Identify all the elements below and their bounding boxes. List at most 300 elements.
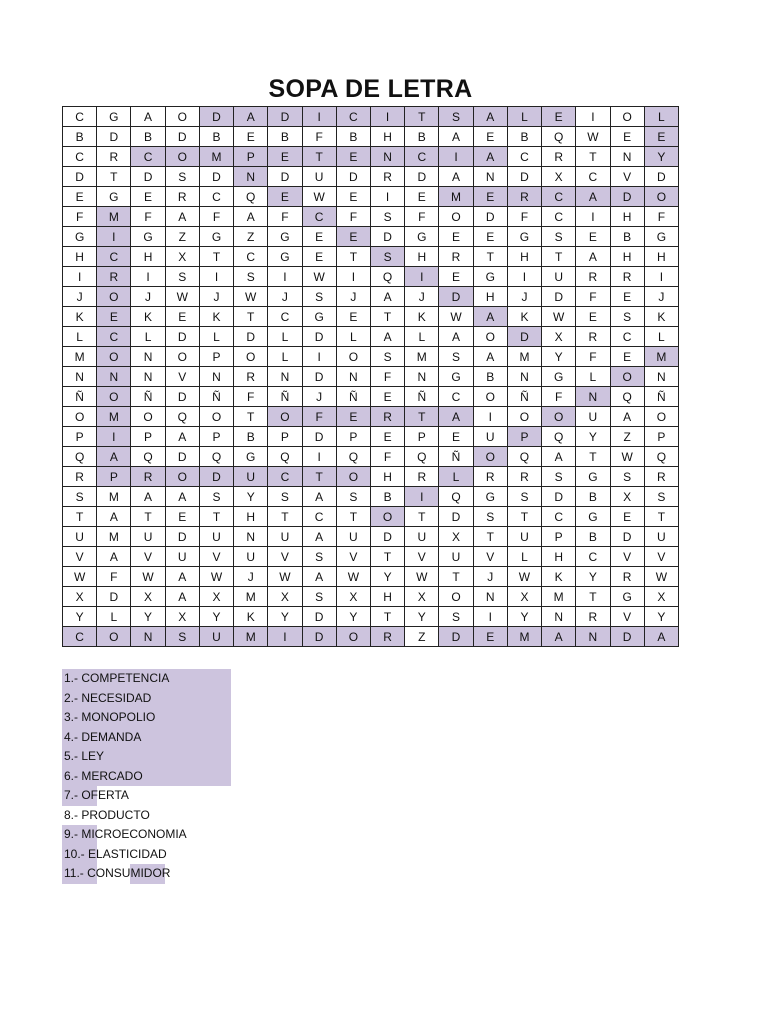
grid-cell: L: [131, 327, 165, 347]
grid-cell: S: [268, 487, 302, 507]
grid-cell: D: [302, 427, 336, 447]
word-list-label: 8.- PRODUCTO: [64, 807, 150, 822]
grid-cell: K: [507, 307, 541, 327]
grid-cell: Q: [336, 447, 370, 467]
grid-cell: F: [234, 387, 268, 407]
grid-cell: J: [268, 287, 302, 307]
grid-cell: Ñ: [63, 387, 97, 407]
grid-cell: T: [302, 467, 336, 487]
grid-cell: N: [473, 587, 507, 607]
grid-cell: T: [97, 167, 131, 187]
grid-cell: D: [439, 287, 473, 307]
grid-cell: I: [302, 107, 336, 127]
grid-cell: L: [507, 107, 541, 127]
grid-cell: E: [439, 427, 473, 447]
grid-row: [63, 387, 679, 407]
grid-cell: W: [234, 287, 268, 307]
grid-cell: D: [336, 167, 370, 187]
grid-cell: X: [268, 587, 302, 607]
grid-cell: K: [644, 307, 678, 327]
grid-cell: A: [370, 287, 404, 307]
grid-cell: J: [199, 287, 233, 307]
grid-cell: N: [199, 367, 233, 387]
grid-cell: V: [644, 547, 678, 567]
grid-row: [63, 407, 679, 427]
word-list-item: [62, 806, 231, 826]
grid-cell: I: [302, 447, 336, 467]
grid-cell: R: [576, 327, 610, 347]
grid-cell: H: [507, 247, 541, 267]
grid-cell: E: [576, 307, 610, 327]
grid-cell: Q: [268, 447, 302, 467]
grid-cell: G: [507, 227, 541, 247]
grid-row: [63, 627, 679, 647]
word-list: [62, 669, 231, 884]
grid-cell: X: [405, 587, 439, 607]
grid-cell: R: [370, 627, 404, 647]
grid-cell: M: [439, 187, 473, 207]
grid-cell: C: [542, 207, 576, 227]
grid-cell: H: [610, 247, 644, 267]
grid-cell: T: [234, 407, 268, 427]
grid-cell: B: [370, 487, 404, 507]
grid-cell: W: [302, 187, 336, 207]
grid-cell: O: [165, 467, 199, 487]
grid-cell: O: [97, 287, 131, 307]
grid-cell: T: [473, 247, 507, 267]
grid-cell: Q: [507, 447, 541, 467]
grid-cell: Y: [370, 567, 404, 587]
grid-row: [63, 307, 679, 327]
grid-cell: J: [336, 287, 370, 307]
grid-cell: O: [370, 507, 404, 527]
grid-cell: E: [336, 147, 370, 167]
grid-cell: I: [576, 207, 610, 227]
grid-cell: N: [610, 147, 644, 167]
grid-cell: T: [302, 147, 336, 167]
grid-cell: C: [97, 327, 131, 347]
grid-cell: L: [405, 327, 439, 347]
grid-cell: P: [405, 427, 439, 447]
grid-cell: D: [97, 587, 131, 607]
grid-cell: A: [610, 407, 644, 427]
grid-cell: I: [370, 187, 404, 207]
grid-cell: A: [302, 567, 336, 587]
grid-cell: N: [473, 167, 507, 187]
grid-cell: M: [97, 407, 131, 427]
word-list-item: [62, 825, 231, 845]
grid-cell: E: [302, 227, 336, 247]
grid-cell: W: [576, 127, 610, 147]
grid-cell: E: [268, 187, 302, 207]
grid-cell: Z: [405, 627, 439, 647]
grid-cell: T: [576, 447, 610, 467]
grid-cell: S: [63, 487, 97, 507]
grid-cell: L: [576, 367, 610, 387]
grid-cell: Ñ: [131, 387, 165, 407]
grid-cell: B: [473, 367, 507, 387]
grid-cell: I: [439, 147, 473, 167]
grid-cell: G: [542, 367, 576, 387]
grid-cell: R: [165, 187, 199, 207]
grid-cell: D: [131, 167, 165, 187]
grid-cell: M: [234, 587, 268, 607]
grid-cell: V: [610, 547, 644, 567]
grid-cell: O: [165, 107, 199, 127]
grid-cell: U: [473, 427, 507, 447]
grid-cell: Y: [576, 427, 610, 447]
grid-cell: O: [165, 147, 199, 167]
word-list-item: 6.- MERCADO: [62, 767, 231, 787]
grid-cell: V: [268, 547, 302, 567]
grid-cell: B: [576, 487, 610, 507]
grid-row: [63, 267, 679, 287]
grid-cell: C: [576, 547, 610, 567]
grid-cell: T: [405, 407, 439, 427]
grid-cell: T: [507, 507, 541, 527]
grid-cell: A: [439, 167, 473, 187]
grid-row: [63, 187, 679, 207]
grid-cell: K: [542, 567, 576, 587]
grid-cell: D: [63, 167, 97, 187]
grid-cell: E: [542, 107, 576, 127]
grid-row: [63, 447, 679, 467]
grid-cell: O: [439, 587, 473, 607]
grid-cell: J: [131, 287, 165, 307]
grid-cell: K: [405, 307, 439, 327]
word-list-item: 3.- MONOPOLIO: [62, 708, 231, 728]
word-list-label: 9.- MICROECONOMIA: [64, 827, 187, 841]
grid-cell: D: [507, 327, 541, 347]
grid-cell: C: [336, 107, 370, 127]
grid-cell: G: [63, 227, 97, 247]
grid-row: [63, 147, 679, 167]
grid-cell: R: [97, 267, 131, 287]
grid-cell: N: [405, 367, 439, 387]
grid-cell: F: [507, 207, 541, 227]
grid-cell: E: [439, 267, 473, 287]
grid-cell: M: [97, 207, 131, 227]
grid-cell: R: [542, 147, 576, 167]
grid-cell: O: [473, 387, 507, 407]
grid-cell: Ñ: [199, 387, 233, 407]
grid-cell: I: [63, 267, 97, 287]
grid-cell: F: [131, 207, 165, 227]
grid-row: [63, 287, 679, 307]
grid-cell: X: [336, 587, 370, 607]
grid-cell: Y: [234, 487, 268, 507]
grid-cell: I: [97, 227, 131, 247]
grid-cell: S: [542, 227, 576, 247]
grid-cell: O: [336, 627, 370, 647]
grid-cell: N: [542, 607, 576, 627]
grid-cell: L: [336, 327, 370, 347]
grid-cell: G: [439, 367, 473, 387]
grid-cell: S: [370, 347, 404, 367]
grid-cell: B: [199, 127, 233, 147]
grid-cell: H: [405, 247, 439, 267]
grid-cell: U: [268, 527, 302, 547]
grid-cell: U: [542, 267, 576, 287]
grid-cell: R: [405, 467, 439, 487]
grid-cell: P: [97, 467, 131, 487]
grid-cell: D: [165, 127, 199, 147]
grid-cell: F: [542, 387, 576, 407]
grid-cell: L: [199, 327, 233, 347]
grid-cell: Q: [439, 487, 473, 507]
grid-cell: R: [507, 467, 541, 487]
word-list-item: [62, 845, 231, 865]
grid-cell: T: [473, 527, 507, 547]
word-list-item: 5.- LEY: [62, 747, 231, 767]
word-list-item: 2.- NECESIDAD: [62, 689, 231, 709]
grid-cell: O: [199, 407, 233, 427]
grid-cell: K: [234, 607, 268, 627]
grid-cell: A: [542, 627, 576, 647]
grid-cell: T: [644, 507, 678, 527]
grid-cell: A: [370, 327, 404, 347]
grid-cell: A: [439, 327, 473, 347]
grid-cell: D: [165, 387, 199, 407]
grid-cell: C: [542, 507, 576, 527]
grid-cell: D: [507, 167, 541, 187]
grid-cell: T: [336, 247, 370, 267]
grid-cell: G: [268, 227, 302, 247]
grid-cell: N: [336, 367, 370, 387]
grid-cell: X: [542, 327, 576, 347]
grid-cell: X: [165, 607, 199, 627]
grid-cell: G: [576, 507, 610, 527]
grid-cell: R: [473, 467, 507, 487]
grid-cell: F: [370, 367, 404, 387]
grid-cell: S: [165, 627, 199, 647]
grid-cell: E: [405, 187, 439, 207]
grid-cell: D: [268, 167, 302, 187]
grid-cell: Y: [268, 607, 302, 627]
grid-cell: F: [370, 447, 404, 467]
grid-cell: W: [405, 567, 439, 587]
grid-cell: N: [507, 367, 541, 387]
grid-cell: C: [63, 147, 97, 167]
grid-cell: N: [131, 627, 165, 647]
grid-cell: D: [473, 207, 507, 227]
grid-cell: W: [199, 567, 233, 587]
grid-cell: S: [302, 587, 336, 607]
grid-cell: A: [165, 427, 199, 447]
grid-cell: C: [302, 207, 336, 227]
grid-cell: U: [131, 527, 165, 547]
grid-cell: W: [336, 567, 370, 587]
word-list-item: 1.- COMPETENCIA: [62, 669, 231, 689]
grid-row: [63, 167, 679, 187]
grid-cell: G: [97, 187, 131, 207]
grid-cell: A: [234, 107, 268, 127]
grid-row: [63, 247, 679, 267]
grid-cell: E: [336, 227, 370, 247]
grid-cell: Q: [405, 447, 439, 467]
grid-cell: J: [405, 287, 439, 307]
grid-cell: M: [644, 347, 678, 367]
grid-cell: X: [507, 587, 541, 607]
grid-cell: H: [370, 587, 404, 607]
grid-cell: I: [268, 627, 302, 647]
grid-cell: A: [439, 127, 473, 147]
grid-cell: I: [473, 407, 507, 427]
grid-cell: U: [439, 547, 473, 567]
grid-cell: B: [234, 427, 268, 447]
grid-cell: M: [507, 627, 541, 647]
grid-cell: G: [405, 227, 439, 247]
grid-cell: N: [576, 627, 610, 647]
grid-cell: O: [610, 107, 644, 127]
grid-cell: F: [644, 207, 678, 227]
grid-cell: R: [610, 567, 644, 587]
grid-cell: G: [473, 267, 507, 287]
grid-cell: E: [165, 507, 199, 527]
grid-cell: S: [370, 247, 404, 267]
grid-row: [63, 207, 679, 227]
grid-cell: J: [63, 287, 97, 307]
grid-cell: T: [370, 307, 404, 327]
grid-cell: W: [542, 307, 576, 327]
grid-cell: P: [131, 427, 165, 447]
grid-cell: W: [302, 267, 336, 287]
grid-cell: F: [97, 567, 131, 587]
grid-cell: E: [97, 307, 131, 327]
grid-cell: S: [644, 487, 678, 507]
grid-cell: M: [63, 347, 97, 367]
grid-cell: H: [63, 247, 97, 267]
grid-cell: D: [268, 107, 302, 127]
word-list-label: 7.- OFERTA: [64, 788, 129, 802]
grid-cell: E: [336, 407, 370, 427]
grid-cell: Y: [542, 347, 576, 367]
grid-cell: X: [610, 487, 644, 507]
grid-cell: S: [542, 467, 576, 487]
grid-cell: V: [336, 547, 370, 567]
grid-cell: U: [405, 527, 439, 547]
grid-cell: R: [610, 267, 644, 287]
grid-cell: A: [165, 207, 199, 227]
grid-cell: Y: [131, 607, 165, 627]
grid-cell: L: [268, 347, 302, 367]
grid-cell: A: [542, 447, 576, 467]
grid-row: [63, 367, 679, 387]
grid-row: [63, 327, 679, 347]
grid-cell: F: [336, 207, 370, 227]
grid-cell: U: [644, 527, 678, 547]
grid-cell: G: [610, 587, 644, 607]
grid-cell: A: [473, 147, 507, 167]
grid-cell: D: [302, 627, 336, 647]
grid-cell: E: [370, 387, 404, 407]
grid-cell: A: [97, 507, 131, 527]
grid-cell: D: [199, 467, 233, 487]
grid-cell: Q: [644, 447, 678, 467]
grid-cell: Z: [165, 227, 199, 247]
grid-cell: D: [165, 327, 199, 347]
grid-cell: R: [63, 467, 97, 487]
grid-cell: A: [473, 107, 507, 127]
grid-cell: O: [542, 407, 576, 427]
grid-cell: E: [439, 227, 473, 247]
grid-cell: B: [405, 127, 439, 147]
grid-cell: Ñ: [507, 387, 541, 407]
grid-cell: A: [439, 407, 473, 427]
grid-cell: O: [336, 347, 370, 367]
grid-cell: H: [370, 467, 404, 487]
grid-cell: T: [199, 507, 233, 527]
grid-cell: Z: [610, 427, 644, 447]
grid-cell: G: [268, 247, 302, 267]
grid-cell: D: [234, 327, 268, 347]
grid-cell: J: [234, 567, 268, 587]
grid-cell: I: [268, 267, 302, 287]
grid-cell: B: [336, 127, 370, 147]
grid-cell: D: [199, 107, 233, 127]
grid-cell: U: [199, 627, 233, 647]
grid-cell: B: [576, 527, 610, 547]
grid-cell: S: [610, 467, 644, 487]
grid-cell: Q: [199, 447, 233, 467]
grid-cell: T: [131, 507, 165, 527]
grid-cell: W: [610, 447, 644, 467]
grid-cell: D: [405, 167, 439, 187]
grid-cell: D: [165, 447, 199, 467]
grid-cell: C: [63, 107, 97, 127]
grid-cell: P: [336, 427, 370, 447]
grid-cell: P: [507, 427, 541, 447]
grid-cell: R: [370, 167, 404, 187]
grid-cell: Ñ: [336, 387, 370, 407]
grid-cell: A: [576, 187, 610, 207]
grid-cell: V: [165, 367, 199, 387]
grid-cell: M: [199, 147, 233, 167]
grid-cell: A: [473, 347, 507, 367]
grid-cell: O: [63, 407, 97, 427]
grid-cell: C: [507, 147, 541, 167]
word-list-item: [62, 786, 231, 806]
grid-cell: S: [507, 487, 541, 507]
grid-cell: N: [131, 347, 165, 367]
grid-cell: E: [165, 307, 199, 327]
grid-cell: G: [644, 227, 678, 247]
grid-cell: G: [234, 447, 268, 467]
grid-cell: D: [542, 487, 576, 507]
grid-cell: U: [302, 167, 336, 187]
grid-cell: F: [576, 347, 610, 367]
grid-cell: U: [234, 547, 268, 567]
grid-cell: S: [336, 487, 370, 507]
grid-cell: Y: [405, 607, 439, 627]
grid-cell: N: [576, 387, 610, 407]
grid-cell: M: [97, 487, 131, 507]
grid-cell: A: [97, 447, 131, 467]
grid-cell: E: [610, 507, 644, 527]
grid-cell: E: [473, 187, 507, 207]
grid-cell: O: [644, 187, 678, 207]
grid-cell: K: [63, 307, 97, 327]
grid-cell: O: [336, 467, 370, 487]
grid-cell: H: [234, 507, 268, 527]
grid-cell: I: [644, 267, 678, 287]
grid-cell: T: [576, 147, 610, 167]
grid-cell: A: [165, 587, 199, 607]
grid-cell: V: [405, 547, 439, 567]
grid-cell: A: [234, 207, 268, 227]
grid-cell: I: [302, 347, 336, 367]
grid-cell: H: [644, 247, 678, 267]
